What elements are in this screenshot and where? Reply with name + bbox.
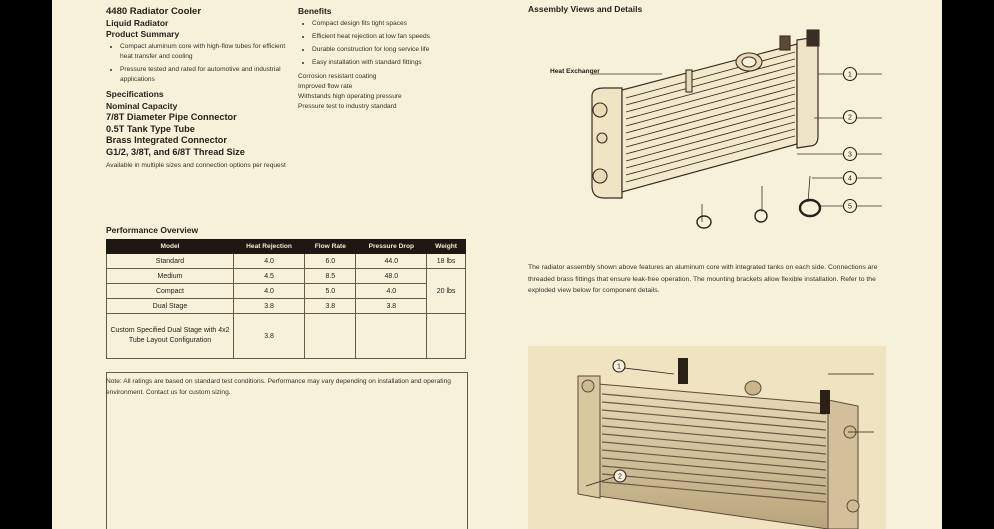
list-item: • Compact design fits tight spaces: [312, 19, 498, 29]
benefits-heading: Benefits: [298, 6, 332, 16]
cell: 8.5: [305, 269, 356, 284]
cell: 18 lbs: [427, 254, 466, 269]
performance-table: [106, 239, 466, 359]
features-list: [106, 42, 286, 85]
left-column: [106, 6, 286, 171]
cell: Standard: [107, 254, 234, 269]
specs-heading: Specifications: [106, 89, 164, 99]
cell: Custom Specified Dual Stage with 4x2 Tube Layout Configuration: [107, 314, 234, 359]
cell: 48.0: [356, 269, 427, 284]
spec-line: Brass Integrated Connector: [106, 135, 227, 145]
callout-number: 3: [848, 151, 852, 159]
cell: Medium: [107, 269, 234, 284]
extra-line: Corrosion resistant coating: [298, 73, 377, 80]
list-item: • Easy installation with standard fittings: [312, 58, 498, 68]
figure-label: Heat Exchanger: [550, 68, 600, 75]
callout-number: 2: [848, 114, 852, 122]
benefits-list: [298, 19, 498, 68]
column-header: Pressure Drop: [356, 240, 427, 254]
list-item: • Efficient heat rejection at low fan speeds: [312, 32, 498, 42]
figure-title: Assembly Views and Details: [528, 4, 643, 14]
cell: [356, 314, 427, 359]
column-header: Heat Rejection: [234, 240, 305, 254]
cell: 3.8: [305, 299, 356, 314]
callout-number: 5: [848, 203, 852, 211]
cell: 3.8: [234, 314, 305, 359]
cell: [305, 314, 356, 359]
cell: 4.0: [356, 284, 427, 299]
drawing-callouts: [840, 60, 860, 220]
product-photo: [528, 346, 886, 529]
radiator-drawing: [552, 26, 882, 236]
cell: Compact: [107, 284, 234, 299]
cell: 6.0: [305, 254, 356, 269]
list-item: • Durable construction for long service life: [312, 45, 498, 55]
spec-line: 0.5T Tank Type Tube: [106, 123, 195, 134]
features-heading: Product Summary: [106, 29, 180, 39]
product-title: 4480 Radiator Cooler: [106, 6, 202, 17]
middle-column: [298, 6, 498, 112]
column-header: Weight: [427, 240, 466, 254]
radiator-photo-illustration: [528, 346, 886, 529]
table-note: Note: All ratings are based on standard test conditions. Performance may vary depending on installation and operating environment. Contact us for custom sizing.: [106, 378, 451, 396]
cell: [427, 314, 466, 359]
list-item: • Compact aluminum core with high-flow tubes for efficient heat transfer and cooling: [120, 42, 286, 62]
product-subtitle: Liquid Radiator: [106, 18, 169, 28]
extra-line: Improved flow rate: [298, 83, 353, 90]
cell: 4.5: [234, 269, 305, 284]
description-paragraph: The radiator assembly shown above features an aluminum core with integrated tanks on each side. Connections are threaded brass fittings that ensure leak-free operation. The mounting brackets allow flexible installation. Refer to the exploded view below for component details.: [528, 264, 878, 294]
table-title: Performance Overview: [106, 225, 199, 235]
spec-line: 7/8T Diameter Pipe Connector: [106, 112, 237, 122]
callout-number: 1: [848, 71, 852, 79]
seal-rings: [697, 200, 820, 228]
cell: 20 lbs: [427, 269, 466, 314]
table-row: [107, 254, 466, 269]
cell: 3.8: [356, 299, 427, 314]
photo-callout-number: 1: [617, 363, 621, 371]
photo-callout-number: 2: [618, 473, 622, 481]
table-row: [107, 314, 466, 359]
cell: 44.0: [356, 254, 427, 269]
cell: 4.0: [234, 284, 305, 299]
cell: Dual Stage: [107, 299, 234, 314]
table-header-row: [107, 240, 466, 254]
column-header: Model: [107, 240, 234, 254]
document-page: [52, 0, 942, 529]
table-row: [107, 269, 466, 284]
list-item: • Pressure tested and rated for automotive and industrial applications: [120, 65, 286, 85]
cell: 5.0: [305, 284, 356, 299]
cell: 3.8: [234, 299, 305, 314]
spec-line: G1/2, 3/8T, and 6/8T Thread Size: [106, 146, 245, 157]
extra-line: Pressure test to industry standard: [298, 103, 397, 110]
extra-line: Withstands high operating pressure: [298, 93, 402, 100]
table-row: [107, 299, 466, 314]
column-header: Flow Rate: [305, 240, 356, 254]
table-row: [107, 284, 466, 299]
spec-note: Available in multiple sizes and connection options per request: [106, 162, 286, 169]
callout-number: 4: [848, 175, 852, 183]
cell: 4.0: [234, 254, 305, 269]
spec-line: Nominal Capacity: [106, 100, 178, 111]
